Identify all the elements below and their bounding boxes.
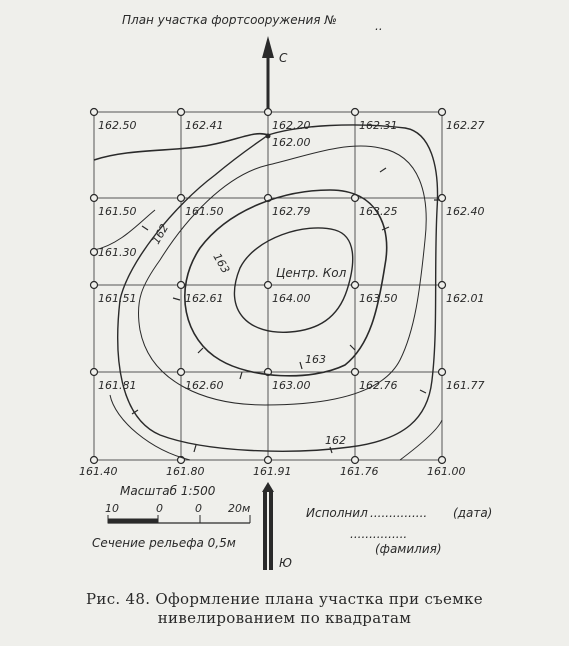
scale-title: Масштаб 1:500 bbox=[120, 484, 216, 498]
elevation-label: 162.40 bbox=[446, 205, 485, 218]
grid-node bbox=[178, 369, 185, 376]
elevation-label: 164.00 bbox=[272, 292, 311, 305]
grid-node bbox=[352, 282, 359, 289]
elevation-label: 161.91 bbox=[253, 465, 292, 478]
scale-ticks bbox=[105, 502, 250, 515]
elevation-label: 162.79 bbox=[272, 205, 311, 218]
grid-node bbox=[265, 282, 272, 289]
grid-node bbox=[91, 282, 98, 289]
elevation-label: 161.50 bbox=[98, 205, 137, 218]
grid-node bbox=[178, 109, 185, 116]
elevation-label: 161.50 bbox=[185, 205, 224, 218]
svg-text:10: 10 bbox=[105, 502, 119, 515]
contour-164 bbox=[234, 228, 352, 332]
contour-162 bbox=[118, 125, 438, 451]
elevation-label: 162.20 bbox=[272, 119, 311, 132]
grid-node bbox=[352, 369, 359, 376]
grid-node bbox=[352, 109, 359, 116]
elevation-label: 163.25 bbox=[359, 205, 398, 218]
svg-text:20м: 20м bbox=[228, 502, 251, 515]
north-arrow bbox=[262, 36, 274, 112]
elevation-label: 162.41 bbox=[185, 119, 224, 132]
elevation-label: 161.00 bbox=[427, 465, 466, 478]
grid-node bbox=[439, 369, 446, 376]
elevation-label: 162.61 bbox=[185, 292, 224, 305]
plan-title-dots: .. bbox=[375, 19, 383, 33]
plan-title: План участка фортсооружения № bbox=[122, 13, 337, 27]
contour-label-163-bottom: 163 bbox=[305, 353, 326, 366]
contour-label-162-bottom: 162 bbox=[325, 434, 346, 447]
elevation-label: 161.77 bbox=[446, 379, 485, 392]
elevation-extra-161-30: 161.30 bbox=[98, 246, 137, 259]
elevation-label: 162.50 bbox=[98, 119, 137, 132]
grid-node bbox=[91, 369, 98, 376]
grid-node bbox=[178, 282, 185, 289]
grid-node bbox=[265, 457, 272, 464]
grid-node bbox=[439, 282, 446, 289]
grid-node bbox=[439, 109, 446, 116]
executor-dots-2: ............... bbox=[350, 527, 408, 541]
north-label: С bbox=[279, 51, 288, 65]
executor-label: Исполнил bbox=[306, 506, 368, 520]
elevation-label: 163.50 bbox=[359, 292, 398, 305]
relief-interval: Сечение рельефа 0,5м bbox=[92, 536, 236, 550]
elevation-label: 161.81 bbox=[98, 379, 137, 392]
elevation-label: 161.76 bbox=[340, 465, 379, 478]
elevation-label: 162.60 bbox=[185, 379, 224, 392]
grid-node bbox=[178, 195, 185, 202]
elevation-label: 161.80 bbox=[166, 465, 205, 478]
grid-node bbox=[265, 109, 272, 116]
contour-lower-right bbox=[400, 420, 442, 460]
elevation-label: 161.40 bbox=[79, 465, 118, 478]
contour-label-163-top: 163 bbox=[210, 251, 233, 276]
elevation-label: 162.01 bbox=[446, 292, 485, 305]
south-arrow bbox=[262, 482, 274, 570]
grid-node bbox=[91, 109, 98, 116]
scale-bar bbox=[108, 515, 250, 523]
elevation-label: 163.00 bbox=[272, 379, 311, 392]
executor-date: (дата) bbox=[453, 506, 493, 520]
elevation-label: 162.76 bbox=[359, 379, 398, 392]
contour-label-162-left: 162 bbox=[149, 221, 172, 247]
elevation-label: 162.31 bbox=[359, 119, 398, 132]
grid-node bbox=[352, 457, 359, 464]
caption-line-1: Рис. 48. Оформление плана участка при съемке bbox=[86, 590, 483, 608]
elevation-extra-162-00: 162.00 bbox=[272, 136, 311, 149]
svg-text:0: 0 bbox=[156, 502, 163, 515]
executor-dots: ............... bbox=[370, 506, 428, 520]
center-label: Центр. Кол bbox=[276, 266, 347, 280]
elevation-label: 161.51 bbox=[98, 292, 137, 305]
grid-node bbox=[439, 457, 446, 464]
svg-text:0: 0 bbox=[195, 502, 202, 515]
grid-node bbox=[91, 457, 98, 464]
south-label: Ю bbox=[279, 556, 292, 570]
grid-node bbox=[91, 195, 98, 202]
elevation-label: 162.27 bbox=[446, 119, 485, 132]
executor-surname: (фамилия) bbox=[375, 542, 442, 556]
caption-line-2: нивелированием по квадратам bbox=[157, 609, 412, 627]
